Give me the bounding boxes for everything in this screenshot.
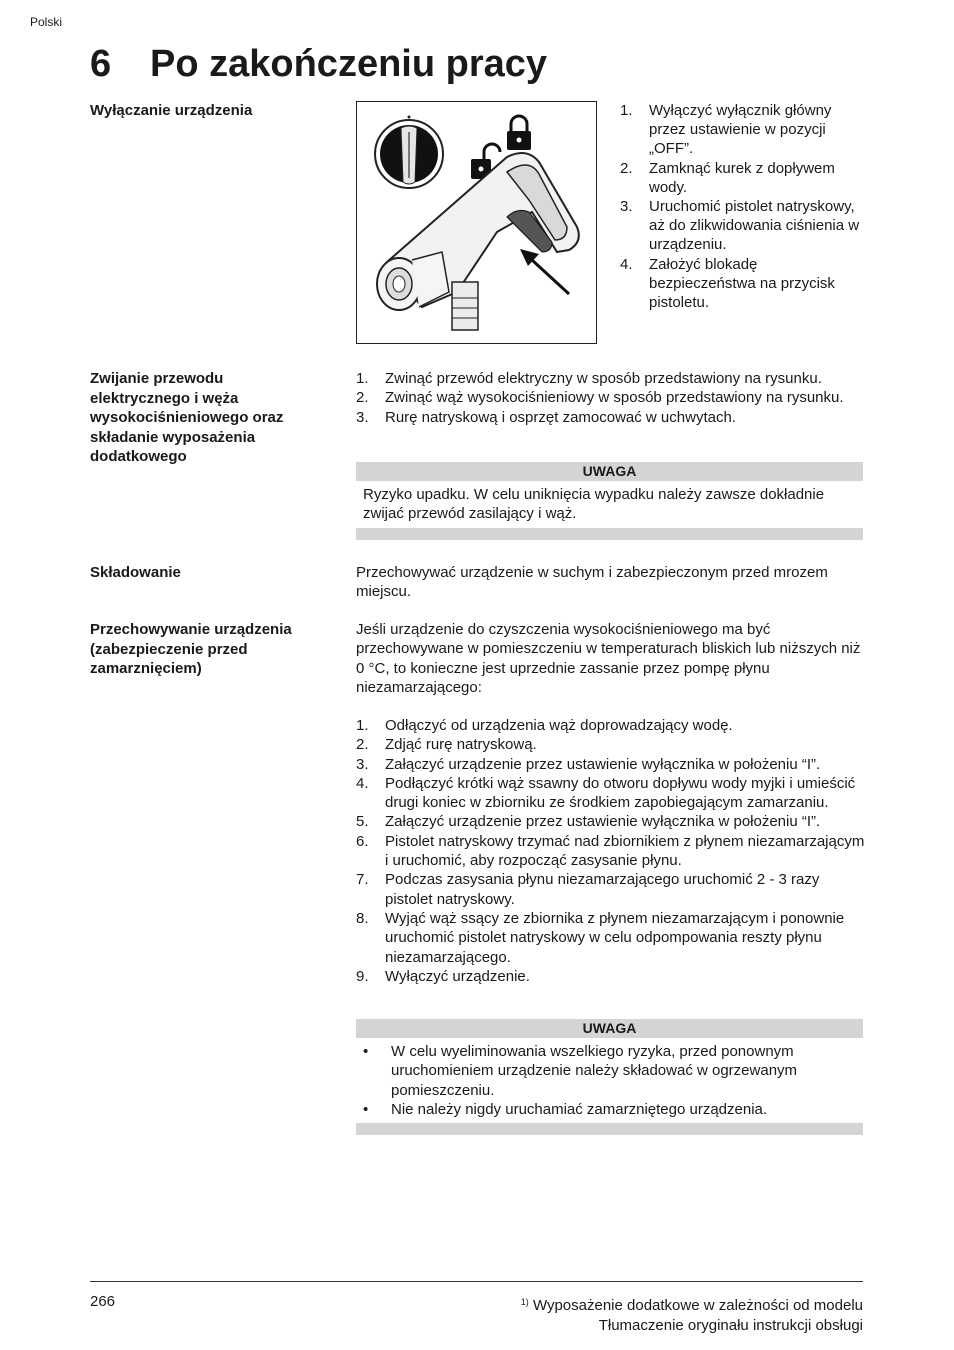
section-heading-winding: Zwijanie przewodu elektrycznego i węża wysokociśnieniowego oraz składanie wyposażenia dodatkowego [90,370,284,465]
notice-box-frost [356,1019,863,1135]
list-item: • W celu wyeliminowania wszelkiego ryzyka, przed ponownym uruchomieniem urządzenie należy składować w ogrzewanym pomieszczeniu. [363,1043,798,1099]
list-item: 6. Pistolet natryskowy trzymać nad zbiornikiem z płynem niezamarzającym i uruchomić, aby rozpocząć zasysanie płynu. [356,832,865,870]
list-item: 2. Zdjąć rurę natryskową. [356,736,537,754]
footnote-mark: 1) [520,1297,529,1307]
frost-steps [356,716,866,986]
section-heading-storage: Składowanie [90,564,181,581]
list-item: 2. Zamknąć kurek z dopływem wody. [620,159,835,196]
notice-footer-bar [356,1123,863,1135]
page-number: 266 [90,1293,116,1310]
arrow-icon [520,249,569,294]
list-item: 8. Wyjąć wąż ssący ze zbiornika z płynem niezamarzającym i ponownie uruchomić pistolet natryskowy w celu odpompowania reszty płynu niezamarzającego. [356,909,845,966]
list-item: 7. Podczas zasysania płynu niezamarzającego uruchomić 2 - 3 razy pistolet natryskowy. [356,871,820,908]
section-heading-shutdown: Wyłączanie urządzenia [90,102,253,119]
main-switch-icon [375,116,443,189]
list-item: 4. Założyć blokadę bezpieczeństwa na przycisk pistoletu. [620,255,835,312]
language-label: Polski [30,15,63,29]
chapter-number: 6 [90,43,112,85]
list-item: • Nie należy nigdy uruchamiać zamarzniętego urządzenia. [363,1100,768,1118]
list-item: 9. Wyłączyć urządzenie. [356,967,530,985]
list-item: 1. Zwinąć przewód elektryczny w sposób przedstawiony na rysunku. [356,370,822,387]
chapter-heading [90,40,547,88]
list-item: 1. Wyłączyć wyłącznik główny przez ustawienie w pozycji „OFF”. [620,102,832,158]
shutdown-figure [356,101,597,344]
lock-closed-icon [507,116,531,150]
footer-divider [90,1281,863,1282]
section-heading-frost: Przechowywanie urządzenia (zabezpieczenie przed zamarznięciem) [90,621,292,677]
list-item: 3. Rurę natryskową i osprzęt zamocować w uchwytach. [356,408,736,426]
notice-bullets [356,1038,863,1123]
list-item: 3. Załączyć urządzenie przez ustawienie wyłącznika w położeniu “I”. [356,755,821,773]
list-item: 3. Uruchomić pistolet natryskowy, aż do zlikwidowania ciśnienia w urządzeniu. [620,198,860,254]
list-item: 1. Odłączyć od urządzenia wąż doprowadzający wodę. [356,717,733,734]
list-item: 5. Załączyć urządzenie przez ustawienie wyłącznika w położeniu “I”. [356,813,821,831]
notice-label: UWAGA [356,1019,863,1038]
winding-steps [356,369,866,427]
notice-box-fall-risk [356,462,863,540]
storage-text: Przechowywać urządzenie w suchym i zabezpieczonym przed mrozem miejscu. [356,564,828,601]
spray-gun-illustration [357,102,596,343]
footer-notes [440,1293,863,1335]
footnote-text: Wyposażenie dodatkowe w zależności od modelu [532,1297,863,1314]
chapter-title: Po zakończeniu pracy [150,43,548,85]
list-item: 4. Podłączyć krótki wąż ssawny do otworu dopływu wody myjki i umieścić drugi koniec w zbiorniku ze środkiem zapobiegającym zamarzaniu. [356,774,856,812]
list-item: 2. Zwinąć wąż wysokociśnieniowy w sposób przedstawiony na rysunku. [356,389,844,407]
frost-intro: Jeśli urządzenie do czyszczenia wysokociśnieniowego ma być przechowywane w pomieszczeniu w temperaturach bliskich lub niższych niż 0 °C, to konieczne jest uprzednie zassanie przez pompę płynu niezamarzającego: [356,621,861,696]
shutdown-steps [620,101,866,312]
notice-label: UWAGA [356,462,863,481]
footnote [440,1293,863,1316]
translation-note: Tłumaczenie oryginału instrukcji obsługi [598,1316,863,1334]
notice-text: Ryzyko upadku. W celu uniknięcia wypadku należy zawsze dokładnie zwijać przewód zasilający i wąż. [363,486,825,523]
notice-footer-bar [356,528,863,540]
